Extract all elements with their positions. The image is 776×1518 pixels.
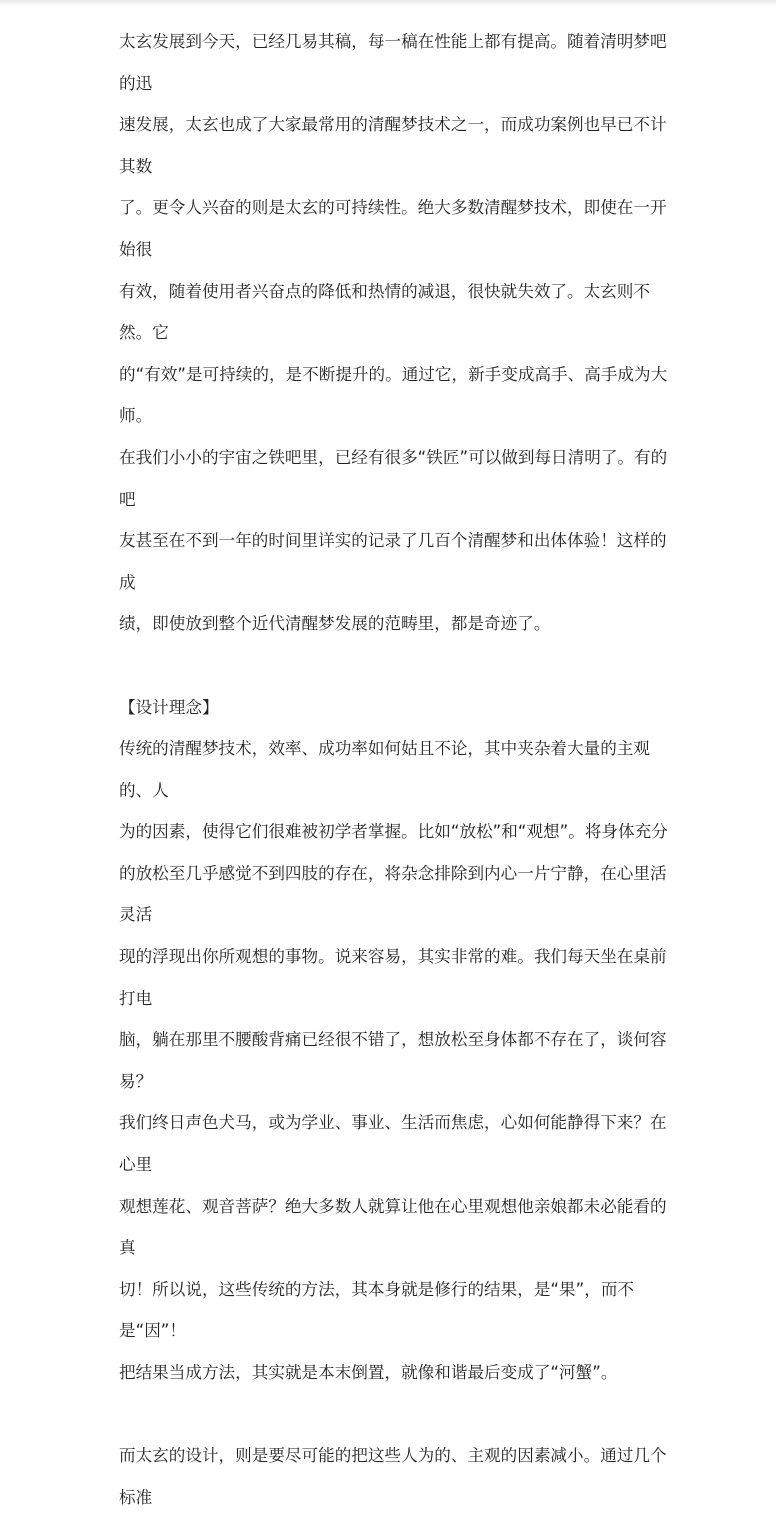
closing-paragraph: 而太玄的设计，则是要尽可能的把这些人为的、主观的因素减小。通过几个标准 [119, 1446, 667, 1507]
paragraph-gap [119, 645, 679, 687]
article-body [119, 21, 679, 1518]
design-paragraph: 传统的清醒梦技术，效率、成功率如何姑且不论，其中夹杂着大量的主观的、人 为的因素，使得它们很难被初学者掌握。比如“放松”和“观想”。将身体充分 的放松至几乎感觉不到四肢的存在，将杂念排除到内心一片宁静，在心里活灵活 现的浮现出你所观想的事物。说来容易，其实非常的难。我们每天坐在桌前打电 脑，躺在那里不腰酸背痛已经很不错了，想放松至身体都不存在了，谈何容易？ 我们终日声色犬马，或为学业、事业、生活而焦虑，心如何能静得下来？在心里 观想莲花、观音菩萨？绝大多数人就算让他在心里观想他亲娘都未必能看的真 切！所以说，这些传统的方法，其本身就是修行的结果，是“果”，而不是“因”！ 把结果当成方法，其实就是本末倒置，就像和谐最后变成了“河蟹”。 [119, 739, 668, 1382]
paragraph-gap [119, 1394, 679, 1436]
design-heading: 【设计理念】 [119, 697, 219, 717]
intro-paragraph: 太玄发展到今天，已经几易其稿，每一稿在性能上都有提高。随着清明梦吧的迅 速发展，太玄也成了大家最常用的清醒梦技术之一，而成功案例也早已不计其数 了。更令人兴奋的则是太玄的可持续性。绝大多数清醒梦技术，即使在一开始很 有效，随着使用者兴奋点的降低和热情的减退，很快就失效了。太玄则不然。它 的“有效”是可持续的，是不断提升的。通过它，新手变成高手、高手成为大师。 在我们小小的宇宙之铁吧里，已经有很多“铁匠”可以做到每日清明了。有的吧 友甚至在不到一年的时间里详实的记录了几百个清醒梦和出体体验！这样的成 绩，即使放到整个近代清醒梦发展的范畴里，都是奇迹了。 [119, 32, 668, 634]
top-shadow [0, 0, 776, 6]
